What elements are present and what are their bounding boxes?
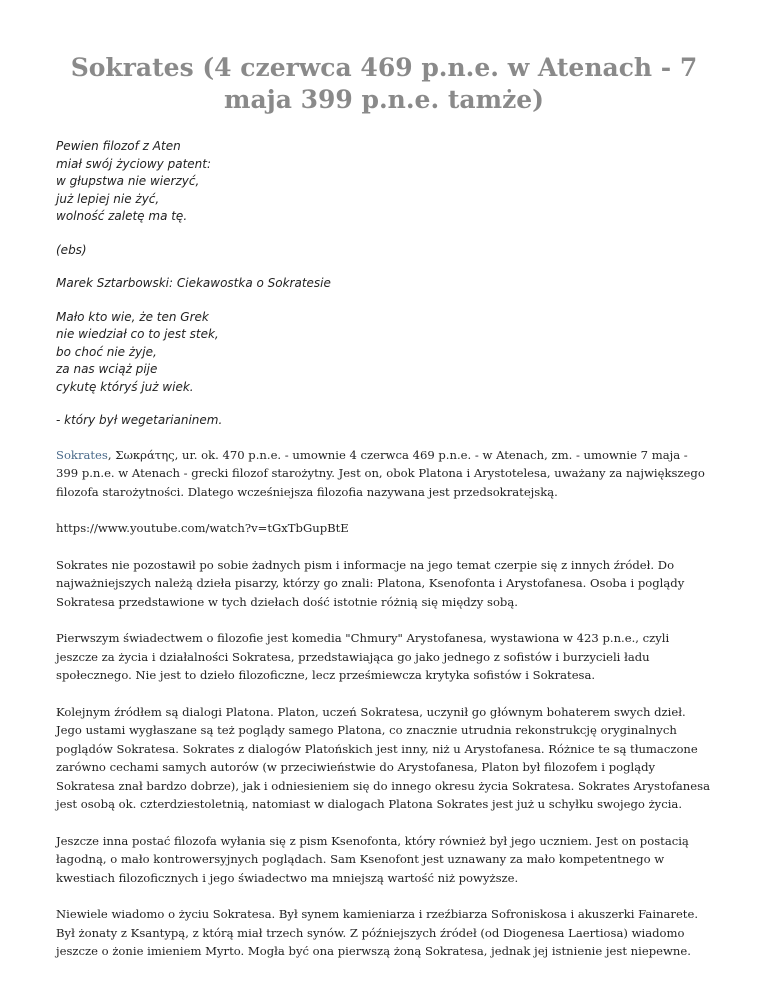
paragraph-xenophon: Jeszcze inna postać filozofa wyłania się z pism Ksenofonta, który również był jego uczniem. Jest on postacią łagodną, o mało kontrowersyjnych poglądach. Sam Ksenofont jest uznawany za mało kompetentnego w kwestiach filozoficznych i jego świadectwo ma mniejszą wartość niż powyższe. <box>56 833 689 885</box>
poem-line: bo choć nie żyje, <box>56 344 157 359</box>
poem-line: za nas wciąż pije <box>56 362 158 376</box>
paragraph-plato: Kolejnym źródłem są dialogi Platona. Platon, uczeń Sokratesa, uczynił go głównym bohaterem swych dzieł. Jego ustami wygłaszane są też poglądy samego Platona, co znacznie utrudnia rekonstrukcję oryginalnych poglądów Sokratesa. Sokrates z dialogów Platońskich jest inny, niż u Arystofanesa. Różnice te są tłumaczone zarówno cechami samych autorów (w przeciwieństwie do Arystofanesa, Platon był filozofem i poglądy Sokratesa znał bardzo dobrze), jak i odniesieniem się do innego okresu życia Sokratesa. Sokrates Arystofanesa jest osobą ok. czterdziestoletnią, natomiast w dialogach Platona Sokrates jest już u schyłku swojego życia. <box>56 704 710 811</box>
poem-line: miał swój życiowy patent: <box>56 156 212 171</box>
intro-paragraph <box>56 446 712 502</box>
sokrates-link[interactable]: Sokrates <box>56 447 108 462</box>
poem-limerick-2 <box>56 309 712 397</box>
poem-limerick-1 <box>56 138 712 226</box>
intro-text: , Σωκράτης, ur. ok. 470 p.n.e. - umownie 4 czerwca 469 p.n.e. - w Atenach, zm. - umownie 7 maja - 399 p.n.e. w Atenach - grecki filozof starożytny. Jest on, obok Platona i Arystotelesa, uważany za największego filozofa starożytności. Dlatego wcześniejsza filozofia nazywana jest przedsokratejską. <box>56 447 705 499</box>
poem-line: w głupstwa nie wierzyć, <box>56 174 200 188</box>
poem-line: cykutę któryś już wiek. <box>56 379 194 394</box>
paragraph-sources: Sokrates nie pozostawił po sobie żadnych pism i informacje na jego temat czerpie się z innych źródeł. Do najważniejszych należą dzieła pisarzy, którzy go znali: Platona, Ksenofonta i Arystofanesa. Osoba i poglądy Sokratesa przedstawione w tych dziełach dość istotnie różnią się między sobą. <box>56 557 685 609</box>
paragraph-life: Niewiele wiadomo o życiu Sokratesa. Był synem kamieniarza i rzeźbiarza Sofroniskosa i akuszerki Fainarete. Był żonaty z Ksantypą, z którą miał trzech synów. Z późniejszych źródeł (od Diogenesa Laertiosa) wiadomo jeszcze o żonie imieniem Myrto. Mogła być ona pierwszą żoną Sokratesa, jednak jej istnienie jest niepewne. <box>56 907 699 958</box>
paragraph-aristophanes: Pierwszym świadectwem o filozofie jest komedia "Chmury" Arystofanesa, wystawiona w 423 p.n.e., czyli jeszcze za życia i działalności Sokratesa, przedstawiająca go jako jednego z sofistów i burzycieli ładu społecznego. Nie jest to dzieło filozoficzne, lecz prześmiewcza krytyka sofistów i Sokratesa. <box>56 631 670 682</box>
poem-line: już lepiej nie żyć, <box>56 191 160 206</box>
poem-author: (ebs) <box>56 242 87 257</box>
page-title: Sokrates (4 czerwca 469 p.n.e. w Atenach - 7 maja 399 p.n.e. tamże) <box>70 53 698 114</box>
poem-line: wolność zaletę ma tę. <box>56 209 188 223</box>
poem-line: Pewien filozof z Aten <box>56 139 181 153</box>
poem-line: nie wiedział co to jest stek, <box>56 327 219 341</box>
youtube-url: https://www.youtube.com/watch?v=tGxTbGupBtE <box>56 521 349 535</box>
poem-heading: Marek Sztarbowski: Ciekawostka o Sokratesie <box>56 276 331 290</box>
poem-line: Mało kto wie, że ten Grek <box>56 309 209 324</box>
poem-tail: - który był wegetarianinem. <box>56 413 223 427</box>
